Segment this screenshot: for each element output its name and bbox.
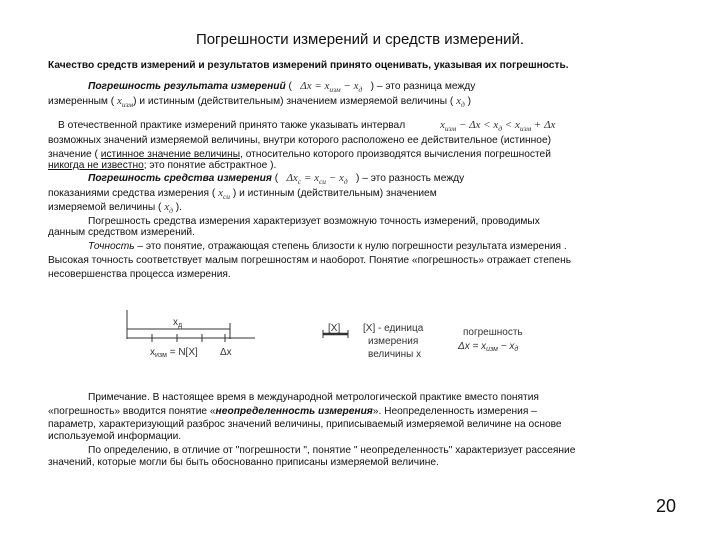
- paragraph: Погрешность средства измерения характеризует возможную точность измерений, проводимых: [88, 216, 540, 227]
- paragraph: Высокая точность соответствует малым погрешностям и наоборот. Понятие «погрешность» отражает степень: [48, 255, 572, 266]
- unit-desc: величины x: [368, 349, 422, 360]
- paragraph: Точность – это понятие, отражающая степень близости к нулю погрешности результата измерения .: [88, 241, 567, 252]
- text: (: [285, 81, 295, 92]
- formula: $x_{изм} - \Delta x < x_д < x_{изм} + \Delta x$: [440, 119, 556, 134]
- paragraph: несовершенства процесса измерения.: [48, 269, 231, 280]
- measurement-diagram: [110, 305, 670, 370]
- note: «погрешность» вводится понятие «неопределенность измерения». Неопределенность измерения –: [48, 406, 537, 417]
- paragraph: В отечественной практике измерений принято также указывать интервал: [58, 120, 406, 131]
- unit-desc: измерения: [368, 336, 419, 347]
- note: параметр, характеризующий разброс значений величины, приписываемый измеряемой величине на основе: [48, 419, 562, 430]
- paragraph: данным средством измерений.: [48, 227, 195, 238]
- paragraph: никогда не известно; это понятие абстрактное ).: [48, 160, 277, 171]
- term: Погрешность результата измерений: [88, 81, 286, 92]
- paragraph: показаниями средства измерения ( $x_{си}$ ) и истинным (действительным) значением: [48, 187, 437, 202]
- formula: $\Delta x = x_{изм} - x_д$: [300, 80, 363, 95]
- unit-desc: [X] - единица: [363, 323, 424, 334]
- paragraph: измеряемой величины ( $x_д$ ).: [48, 201, 182, 216]
- page-title: Погрешности измерений и средств измерений.: [195, 31, 525, 48]
- note: Примечание. В настоящее время в международной метрологической практике вместо понятия: [88, 392, 539, 403]
- error-formula: $\Delta x = x_{изм} - x_д$: [458, 341, 519, 353]
- unit-label: [X]: [328, 323, 341, 334]
- note: По определению, в отличие от "погрешности ", понятие " неопределенность" характеризует рассеяние: [88, 445, 576, 456]
- xizm-label: $x_{изм} = N[X]$: [150, 347, 198, 359]
- paragraph: возможных значений измеряемой величины, внутри которого расположено ее действительное (истинное): [48, 135, 552, 146]
- paragraph: значение ( истинное значение величины, относительно которого производятся вычисления погрешностей: [48, 149, 551, 160]
- paragraph: Погрешность средства измерения ( $\Delta x_c = x_{си} - x_д$ ) – это разность между: [88, 172, 465, 187]
- dx-label: Δx: [220, 347, 232, 358]
- scale-lines: [127, 310, 348, 342]
- note: значений, которые могли бы быть обоснованно приписаны измеряемой величине.: [48, 457, 439, 468]
- paragraph: измеренным ( $x_{изм}$) и истинным (действительным) значением измеряемой величины ( $x_д$ ): [48, 95, 471, 110]
- page-number: 20: [656, 496, 677, 516]
- error-label: погрешность: [463, 327, 523, 338]
- paragraph: Качество средств измерений и результатов измерений принято оценивать, указывая их погрешность.: [48, 60, 569, 71]
- note: используемой информации.: [48, 431, 182, 442]
- xd-label: $x_д$: [173, 317, 183, 329]
- paragraph: [88, 80, 475, 96]
- formula: $\Delta x_c = x_{си} - x_д$: [286, 172, 348, 187]
- text: ) – это разница между: [367, 81, 476, 92]
